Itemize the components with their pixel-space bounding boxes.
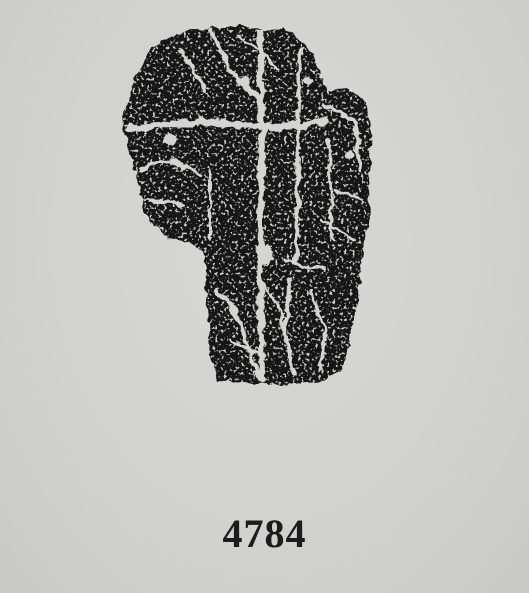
catalog-number: 4784 xyxy=(222,511,307,556)
ink-rubbing-fragment-icon xyxy=(110,10,390,395)
rubbing-figure xyxy=(110,10,390,395)
